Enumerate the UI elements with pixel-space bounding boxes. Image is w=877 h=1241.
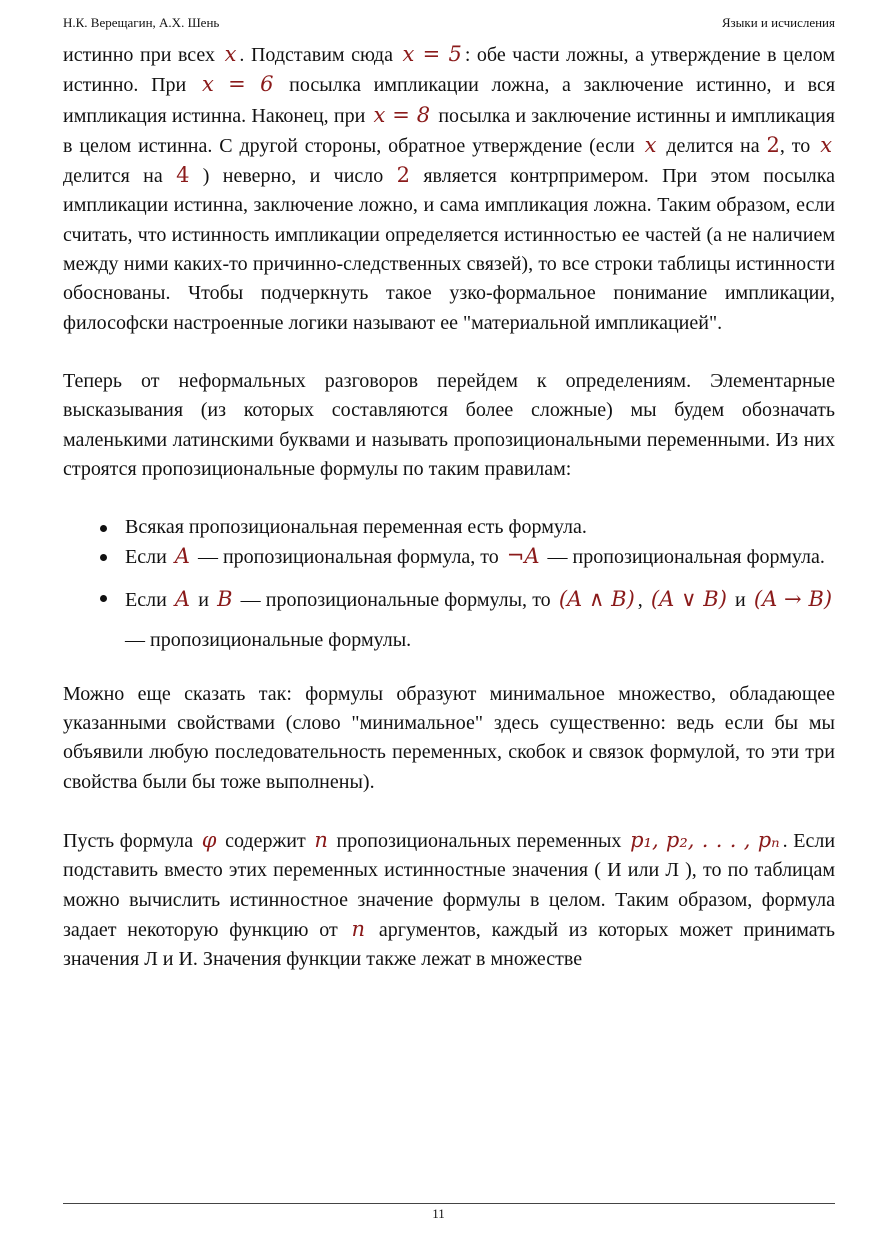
header-book-title: Языки и исчисления: [721, 15, 835, 30]
page-body: [63, 40, 835, 974]
text-run: и: [735, 588, 746, 611]
math-expression: 4: [176, 163, 190, 188]
math-expression: (A ∧ B): [558, 586, 635, 611]
math-expression: φ: [201, 827, 217, 852]
text-run: и: [198, 588, 209, 611]
text-run: посылка и заключение истинны и импликация в целом истинна. С другой стороны, обратное утверждение (если: [63, 104, 836, 157]
math-expression: x = 5: [402, 42, 462, 66]
text-run: истинно при всех: [63, 44, 216, 66]
text-run: делится на: [63, 165, 163, 188]
bullet-icon: [100, 554, 107, 561]
text-run: пропозициональных переменных: [336, 829, 622, 852]
spacer: [63, 797, 835, 826]
text-run: . Если подставить вместо этих переменных истинностные значения ( И или Л ), то по таблицам можно вычислить истинностное значение формулы в целом. Таким образом, формула задает некоторую функцию от: [63, 829, 836, 941]
text-run: аргументов, каждый из которых может принимать значения Л и И. Значения функции также лежат в множестве: [63, 918, 836, 971]
header-authors: Н.К. Верещагин, А.Х. Шень: [63, 15, 220, 30]
list-item: [125, 513, 835, 542]
paragraph-minimal-set: Можно еще сказать так: формулы образуют минимальное множество, обладающее указанными свойствами (слово "минимальное" здесь существенно: ведь если бы мы объявили любую последовательность переменных, скобок и связок формулой, то эти три свойства были бы тоже выполнены).: [63, 682, 835, 793]
text-run: : обе части ложны, а утверждение в целом истинно. При: [63, 44, 836, 97]
footer-divider: [63, 1203, 835, 1204]
text-run: Если: [125, 546, 167, 569]
bullet-icon: [100, 525, 107, 532]
math-expression: x: [224, 42, 237, 66]
math-expression: x = 8: [373, 102, 431, 127]
text-run: , то: [779, 134, 811, 157]
math-expression: ¬A: [506, 544, 540, 569]
math-expression: 2: [766, 132, 780, 157]
math-expression: B: [217, 586, 233, 611]
text-run: — пропозициональная формула.: [547, 546, 825, 569]
bullet-icon: [100, 595, 107, 602]
math-expression: (A → B): [753, 586, 833, 611]
math-expression: (A ∨ B): [650, 586, 727, 611]
paragraph-truth-function: [63, 826, 835, 974]
formula-rules-list: [63, 513, 835, 660]
text-run: является контрпримером. При этом посылка импликации истинна, заключение ложно, и сама импликация ложна. Таким образом, если считать, что истинность импликации определяется истинностью ее частей (а не наличием между ними каких-то причинно-следственных связей), то все строки таблицы истинности обоснованы. Чтобы подчеркнуть такое узко-формальное понимание импликации, философски настроенные логики называют ее "материальной импликацией".: [63, 165, 836, 334]
spacer: [63, 484, 835, 513]
text-run: ,: [637, 588, 643, 611]
spacer: [63, 338, 835, 367]
text-run: посылка импликации ложна, а заключение истинно, и вся импликация истинна. Наконец, при: [63, 74, 836, 127]
math-expression: 2: [396, 163, 410, 188]
text-run: делится на: [666, 134, 760, 157]
list-item: [125, 542, 835, 572]
math-expression: x = 6: [201, 72, 274, 97]
paragraph-definitions-intro: Теперь от неформальных разговоров перейдем к определениям. Элементарные высказывания (из которых составляются более сложные) мы будем обозначать маленькими латинскими буквами и называть пропозициональными переменными. Из них строятся пропозициональные формулы по таким правилам:: [63, 369, 835, 480]
page-number: 11: [432, 1206, 445, 1221]
spacer: [63, 660, 835, 680]
math-expression: p₁, p₂, . . . , pₙ: [630, 827, 780, 852]
math-expression: n: [314, 827, 328, 852]
math-expression: x: [644, 132, 657, 157]
paragraph-material-implication: [63, 40, 835, 338]
text-run: Если: [125, 588, 167, 611]
text-run: Пусть формула: [63, 829, 194, 852]
text-run: содержит: [225, 829, 306, 852]
math-expression: x: [820, 132, 833, 157]
text-run: — пропозициональная формула, то: [197, 546, 499, 569]
math-expression: A: [174, 544, 190, 569]
text-run: . Подставим сюда: [239, 44, 393, 66]
math-expression: n: [351, 916, 366, 941]
running-header: [63, 15, 835, 35]
list-item: [125, 579, 835, 660]
text-run: — пропозициональные формулы.: [125, 628, 412, 651]
text-run: — пропозициональные формулы, то: [240, 588, 551, 611]
list-item-text: Всякая пропозициональная переменная есть формула.: [125, 516, 587, 539]
math-expression: A: [174, 586, 191, 611]
text-run: ) неверно, и число: [202, 165, 384, 188]
